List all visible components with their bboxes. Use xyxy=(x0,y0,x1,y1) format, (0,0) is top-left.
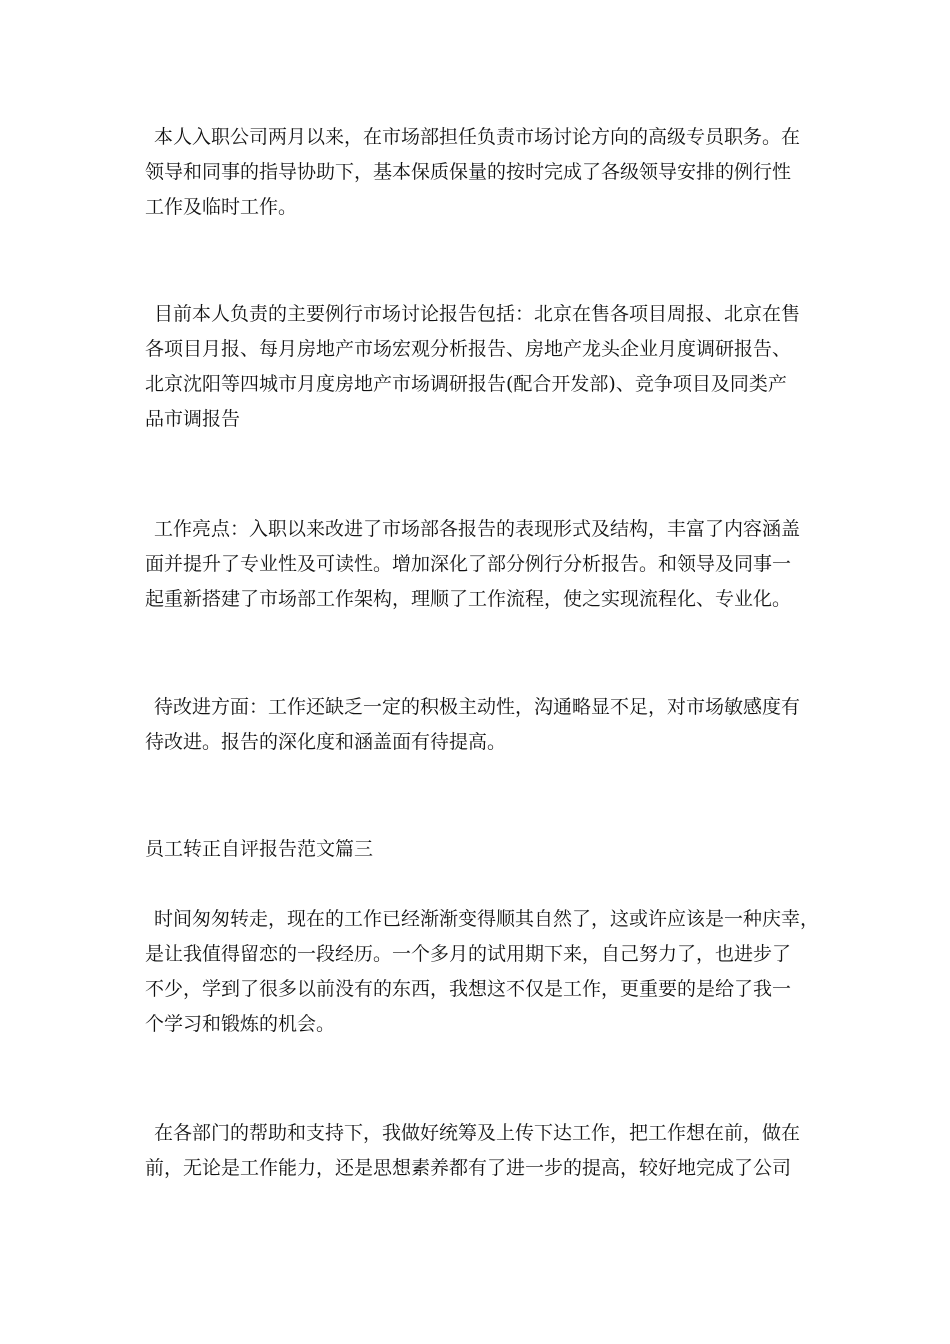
paragraph-departments xyxy=(145,1116,815,1186)
paragraph-line: 工作及临时工作。 xyxy=(145,196,298,218)
paragraph-line: 北京沈阳等四城市月度房地产市场调研报告(配合开发部)、竞争项目及同类产 xyxy=(145,373,787,395)
paragraph-line: 各项目月报、每月房地产市场宏观分析报告、房地产龙头企业月度调研报告、 xyxy=(145,338,792,360)
paragraph-intro xyxy=(145,120,815,225)
paragraph-line: 时间匆匆转走，现在的工作已经渐渐变得顺其自然了，这或许应该是一种庆幸， xyxy=(154,908,820,930)
paragraph-line: 在各部门的帮助和支持下，我做好统筹及上传下达工作，把工作想在前，做在 xyxy=(154,1122,801,1144)
paragraph-time xyxy=(145,902,820,1042)
paragraph-reports xyxy=(145,297,815,437)
paragraph-highlights xyxy=(145,512,815,617)
paragraph-improvements xyxy=(145,690,815,760)
paragraph-line: 起重新搭建了市场部工作架构，理顺了工作流程，使之实现流程化、专业化。 xyxy=(145,588,792,610)
paragraph-line: 工作亮点：入职以来改进了市场部各报告的表现形式及结构，丰富了内容涵盖 xyxy=(154,518,801,540)
paragraph-line: 个学习和锻炼的机会。 xyxy=(145,1013,336,1035)
paragraph-line: 待改进方面：工作还缺乏一定的积极主动性，沟通略显不足，对市场敏感度有 xyxy=(154,696,801,718)
paragraph-line: 品市调报告 xyxy=(145,408,241,430)
paragraph-line: 不少，学到了很多以前没有的东西，我想这不仅是工作，更重要的是给了我一 xyxy=(145,978,792,1000)
paragraph-line: 领导和同事的指导协助下，基本保质保量的按时完成了各级领导安排的例行性 xyxy=(145,161,792,183)
paragraph-line: 面并提升了专业性及可读性。增加深化了部分例行分析报告。和领导及同事一 xyxy=(145,553,792,575)
section-heading: 员工转正自评报告范文篇三 xyxy=(145,838,374,860)
paragraph-line: 待改进。报告的深化度和涵盖面有待提高。 xyxy=(145,731,507,753)
paragraph-line: 本人入职公司两月以来，在市场部担任负责市场讨论方向的高级专员职务。在 xyxy=(154,126,801,148)
paragraph-line: 目前本人负责的主要例行市场讨论报告包括：北京在售各项目周报、北京在售 xyxy=(154,303,801,325)
paragraph-line: 是让我值得留恋的一段经历。一个多月的试用期下来，自己努力了，也进步了 xyxy=(145,943,792,965)
paragraph-line: 前，无论是工作能力，还是思想素养都有了进一步的提高，较好地完成了公司 xyxy=(145,1157,792,1179)
